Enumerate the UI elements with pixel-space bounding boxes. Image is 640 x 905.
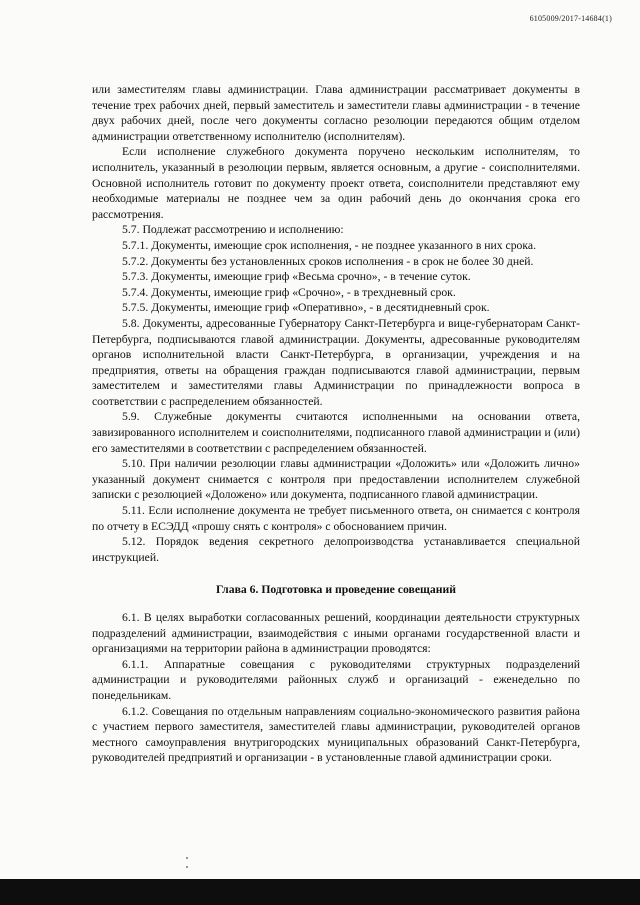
paragraph: 6.1. В целях выработки согласованных решений, координации деятельности структурных подразделений администрации, взаимодействия с иными органами государственной власти и организациями на территории района в администрации проводятся: bbox=[92, 611, 580, 656]
scan-speck bbox=[186, 857, 188, 859]
paragraph: 5.7.1. Документы, имеющие срок исполнения, - не позднее указанного в них срока. bbox=[122, 238, 537, 252]
paragraph: 5.7.5. Документы, имеющие гриф «Оперативно», - в десятидневный срок. bbox=[122, 301, 490, 315]
paragraph: 5.7.3. Документы, имеющие гриф «Весьма срочно», - в течение суток. bbox=[122, 270, 471, 284]
document-number: 6105009/2017-14684(1) bbox=[529, 14, 612, 23]
paragraph: или заместителям главы администрации. Глава администрации рассматривает документы в течение трех рабочих дней, первый заместитель и заместители главы администрации - в течение двух рабочих дней, после чего документы согласно резолюции передаются общим отделом администрации ответственному исполнителю (исполнителям). bbox=[92, 83, 580, 143]
scan-border bbox=[0, 879, 640, 905]
paragraph: 5.7. Подлежат рассмотрению и исполнению: bbox=[122, 223, 344, 237]
chapter-heading: Глава 6. Подготовка и проведение совещаний bbox=[216, 583, 456, 597]
paragraph: Если исполнение служебного документа поручено нескольким исполнителям, то исполнитель, указанный в резолюции первым, является основным, а другие - соисполнителями. Основной исполнитель готовит по документу проект ответа, соисполнители представляют ему необходимые материалы не позднее чем за один рабочий день до окончания срока его рассмотрения. bbox=[92, 145, 580, 221]
paragraph: 6.1.1. Аппаратные совещания с руководителями структурных подразделений администрации и руководителями районных служб и организаций - еженедельно по понедельникам. bbox=[92, 657, 580, 702]
paragraph: 5.12. Порядок ведения секретного делопроизводства устанавливается специальной инструкцией. bbox=[92, 535, 580, 564]
paragraph: 5.11. Если исполнение документа не требует письменного ответа, он снимается с контроля по отчету в ЕСЭДД «прошу снять с контроля» с обоснованием причин. bbox=[92, 504, 580, 533]
scan-speck bbox=[186, 866, 188, 868]
paragraph: 5.8. Документы, адресованные Губернатору Санкт-Петербурга и вице-губернаторам Санкт-Петербурга, подписываются главой администрации. Документы, адресованные руководителям органов исполнительной власти Санкт-Петербурга, в организации, учреждения и на предприятия, ответы на обращения граждан подписываются главой администрации, первым заместителем и заместителями главы Администрации по принадлежности вопроса в соответствии с распределением обязанностей. bbox=[92, 316, 580, 408]
paragraph: 5.7.4. Документы, имеющие гриф «Срочно», - в трехдневный срок. bbox=[122, 285, 456, 299]
paragraph: 6.1.2. Совещания по отдельным направлениям социально-экономического развития района с участием первого заместителя, заместителей главы администрации, руководителей органов местного самоуправления внутригородских муниципальных образований Санкт-Петербурга, руководителей предприятий и организации - в установленные главой администрации сроки. bbox=[92, 704, 580, 765]
document-body bbox=[92, 82, 580, 766]
paragraph: 5.9. Служебные документы считаются исполненными на основании ответа, завизированного исполнителем и соисполнителями, подписанного главой администрации и (или) его заместителями в соответствии с распределением обязанностей. bbox=[92, 410, 580, 455]
paragraph: 5.7.2. Документы без установленных сроков исполнения - в срок не более 30 дней. bbox=[122, 254, 534, 268]
paragraph: 5.10. При наличии резолюции главы администрации «Доложить» или «Доложить лично» указанный документ снимается с контроля при предоставлении исполнителем служебной записки с резолюцией «Доложено» или документа, подписанного главой администрации. bbox=[92, 457, 580, 502]
